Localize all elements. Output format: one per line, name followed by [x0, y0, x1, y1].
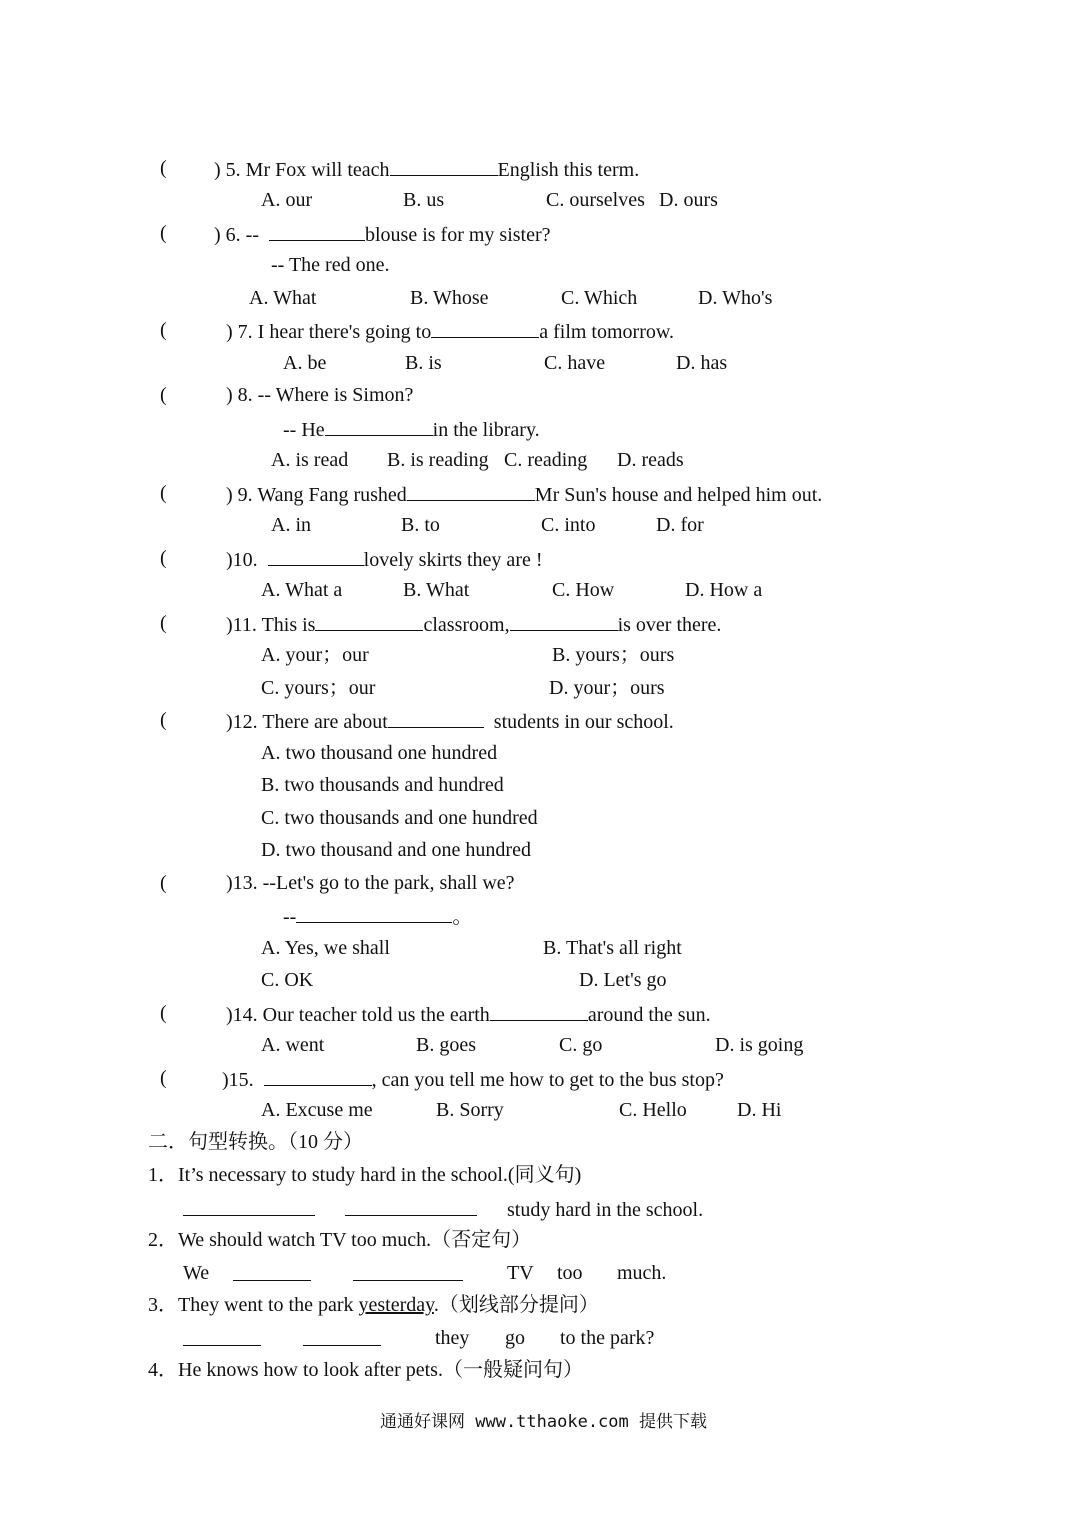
underlined-word: yesterday — [358, 1294, 434, 1316]
q5-paren: ( — [160, 157, 167, 179]
s2-item1-answer: study hard in the school. — [183, 1196, 703, 1222]
q9-option-a: A. in — [271, 514, 311, 536]
q8-option-b: B. is reading — [387, 449, 489, 471]
q12-option-c: C. two thousands and one hundred — [261, 807, 538, 829]
q7-paren: ( — [160, 319, 167, 341]
s2-item3-go: go — [505, 1327, 525, 1349]
answer-blank[interactable] — [388, 708, 484, 728]
answer-blank[interactable] — [390, 156, 498, 176]
answer-blank[interactable] — [183, 1196, 315, 1216]
q13-option-c: C. OK — [261, 969, 314, 991]
answer-blank[interactable] — [264, 1066, 372, 1086]
q9-option-d: D. for — [656, 514, 704, 536]
q6-reply: -- The red one. — [271, 254, 390, 276]
q6-option-c: C. Which — [561, 287, 638, 309]
answer-blank[interactable] — [510, 611, 618, 631]
footer-credit: 通通好课网 www.tthaoke.com 提供下载 — [380, 1412, 707, 1432]
s2-item2-blank2 — [353, 1261, 463, 1287]
answer-blank[interactable] — [490, 1001, 588, 1021]
q5-option-b: B. us — [403, 189, 445, 211]
answer-blank[interactable] — [268, 546, 364, 566]
answer-blank[interactable] — [353, 1261, 463, 1281]
answer-blank[interactable] — [303, 1326, 381, 1346]
q6-paren: ( — [160, 222, 167, 244]
q14-stem: )14. Our teacher told us the earth around the sun. — [226, 1001, 711, 1027]
q11-option-c: C. yours；our — [261, 677, 376, 699]
q12-option-d: D. two thousand and one hundred — [261, 839, 531, 861]
q8-stem: ) 8. -- Where is Simon? — [226, 384, 414, 406]
q14-paren: ( — [160, 1002, 167, 1024]
q13-option-a: A. Yes, we shall — [261, 937, 390, 959]
q7-option-b: B. is — [405, 352, 442, 374]
q10-option-b: B. What — [403, 579, 470, 601]
q15-option-b: B. Sorry — [436, 1099, 504, 1121]
q8-option-c: C. reading — [504, 449, 588, 471]
q9-paren: ( — [160, 482, 167, 504]
section2-heading: 二．句型转换。（10 分） — [148, 1131, 363, 1153]
s2-item2-too: too — [557, 1262, 583, 1284]
s2-item2-tv: TV — [507, 1262, 534, 1284]
s2-item3-they: they — [435, 1327, 470, 1349]
q9-option-b: B. to — [401, 514, 440, 536]
q11-stem: )11. This is classroom, is over there. — [226, 611, 721, 637]
q8-reply: -- He in the library. — [283, 416, 540, 442]
q10-option-c: C. How — [552, 579, 615, 601]
q8-paren: ( — [160, 384, 167, 406]
q5-option-c: C. ourselves — [546, 189, 645, 211]
answer-blank[interactable] — [407, 481, 535, 501]
q6-stem: ) 6. -- blouse is for my sister? — [214, 221, 551, 247]
q6-option-d: D. Who's — [698, 287, 773, 309]
q9-stem: ) 9. Wang Fang rushed Mr Sun's house and helped him out. — [226, 481, 822, 507]
q15-option-d: D. Hi — [737, 1099, 782, 1121]
q15-option-c: C. Hello — [619, 1099, 687, 1121]
q15-option-a: A. Excuse me — [261, 1099, 373, 1121]
q7-option-c: C. have — [544, 352, 606, 374]
q12-stem: )12. There are about students in our school. — [226, 708, 674, 734]
q8-option-a: A. is read — [271, 449, 349, 471]
q7-option-d: D. has — [676, 352, 728, 374]
answer-blank[interactable] — [325, 416, 433, 436]
answer-blank[interactable] — [183, 1326, 261, 1346]
q5-option-a: A. our — [261, 189, 313, 211]
q8-option-d: D. reads — [617, 449, 684, 471]
s2-item2: 2．We should watch TV too much.（否定句） — [148, 1229, 532, 1251]
q7-stem: ) 7. I hear there's going to a film tomorrow. — [226, 318, 674, 344]
q10-stem: )10. lovely skirts they are ! — [226, 546, 543, 572]
q13-option-b: B. That's all right — [543, 937, 682, 959]
q11-paren: ( — [160, 612, 167, 634]
q10-paren: ( — [160, 547, 167, 569]
q14-option-d: D. is going — [715, 1034, 804, 1056]
q5-stem: ) 5. Mr Fox will teach English this term. — [214, 156, 639, 182]
s2-item3-tail: to the park? — [560, 1327, 655, 1349]
q11-option-b: B. yours；ours — [552, 644, 675, 666]
answer-blank[interactable] — [269, 221, 365, 241]
q14-option-c: C. go — [559, 1034, 603, 1056]
q7-option-a: A. be — [283, 352, 327, 374]
q12-option-b: B. two thousands and hundred — [261, 774, 504, 796]
q11-option-d: D. your；ours — [549, 677, 665, 699]
s2-item2-much: much. — [617, 1262, 667, 1284]
q14-option-b: B. goes — [416, 1034, 476, 1056]
answer-blank[interactable] — [296, 903, 452, 923]
q14-option-a: A. went — [261, 1034, 325, 1056]
q12-option-a: A. two thousand one hundred — [261, 742, 498, 764]
q10-option-d: D. How a — [685, 579, 763, 601]
q15-paren: ( — [160, 1067, 167, 1089]
q5-option-d: D. ours — [659, 189, 718, 211]
q6-option-a: A. What — [249, 287, 317, 309]
q12-paren: ( — [160, 709, 167, 731]
answer-blank[interactable] — [431, 318, 539, 338]
s2-item3-blank1 — [183, 1326, 261, 1352]
q13-reply: -- 。 — [283, 903, 472, 929]
q6-option-b: B. Whose — [410, 287, 489, 309]
answer-blank[interactable] — [233, 1261, 311, 1281]
answer-blank[interactable] — [315, 611, 423, 631]
q13-stem: )13. --Let's go to the park, shall we? — [226, 872, 515, 894]
answer-blank[interactable] — [345, 1196, 477, 1216]
s2-item3: 3．They went to the park yesterday.（划线部分提问） — [148, 1294, 599, 1316]
s2-item4: 4．He knows how to look after pets.（一般疑问句） — [148, 1359, 583, 1381]
s2-item3-blank2 — [303, 1326, 381, 1352]
q11-option-a: A. your；our — [261, 644, 369, 666]
q15-stem: )15. , can you tell me how to get to the bus stop? — [222, 1066, 724, 1092]
q13-paren: ( — [160, 872, 167, 894]
q13-option-d: D. Let's go — [579, 969, 667, 991]
s2-item1: 1．It’s necessary to study hard in the school.(同义句) — [148, 1164, 582, 1186]
s2-item2-blank1 — [233, 1261, 311, 1287]
q10-option-a: A. What a — [261, 579, 343, 601]
s2-item2-we: We — [183, 1262, 210, 1284]
q9-option-c: C. into — [541, 514, 596, 536]
